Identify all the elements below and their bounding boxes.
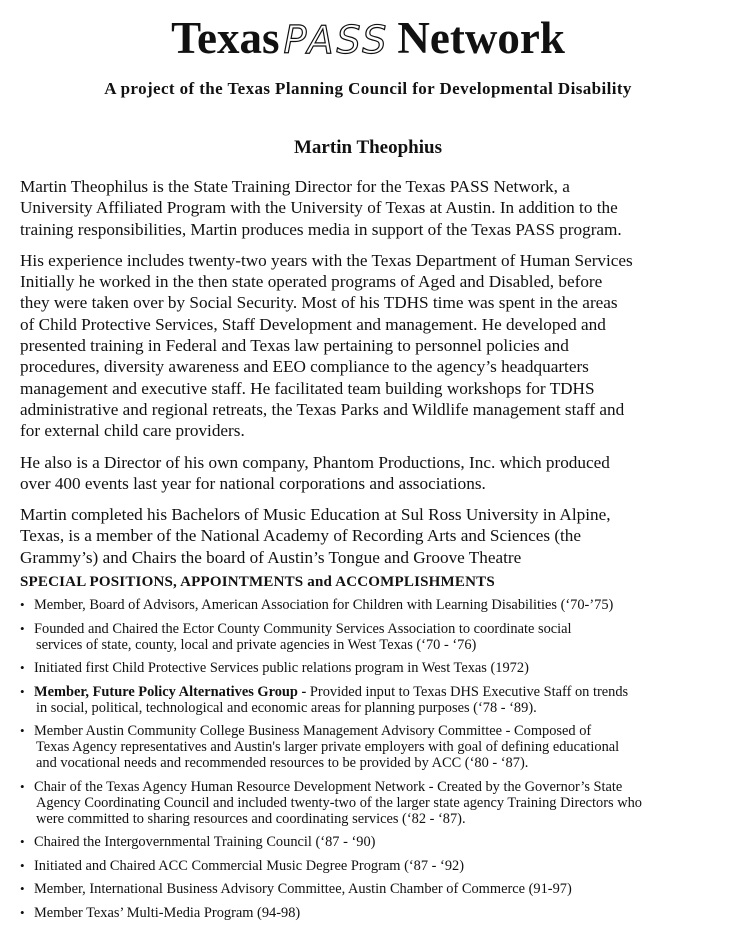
bio-line: He also is a Director of his own company, Phantom Productions, Inc. which produced bbox=[20, 452, 610, 472]
bullet-icon: • bbox=[20, 778, 25, 794]
list-item-line: Initiated and Chaired ACC Commercial Music Degree Program (‘87 - ‘92) bbox=[34, 857, 465, 874]
list-item bbox=[20, 723, 732, 771]
list-item bbox=[20, 858, 732, 874]
list-item-line: Agency Coordinating Council and included twenty-two of the larger state agency Training Directors who bbox=[36, 794, 643, 811]
list-item-line: Chair of the Texas Agency Human Resource Development Network - Created by the Governor’s State bbox=[34, 778, 623, 795]
list-item-line: services of state, county, local and private agencies in West Texas (‘70 - ‘76) bbox=[36, 636, 477, 653]
list-item bbox=[20, 834, 732, 850]
bio-line: they were taken over by Social Security. Most of his TDHS time was spent in the areas bbox=[20, 293, 618, 313]
list-item-line bbox=[34, 684, 732, 700]
bio-line: training responsibilities, Martin produces media in support of the Texas PASS program. bbox=[20, 219, 622, 239]
bullet-icon: • bbox=[20, 881, 25, 896]
list-item bbox=[20, 881, 732, 897]
bullet-icon: • bbox=[20, 597, 25, 612]
bio-line: for external child care providers. bbox=[20, 421, 245, 441]
bio-line: University Affiliated Program with the University of Texas at Austin. In addition to the bbox=[20, 198, 618, 218]
title-texas: Texas bbox=[171, 13, 280, 63]
bullet-icon: • bbox=[20, 723, 25, 738]
list-item-line: Chaired the Intergovernmental Training Council (‘87 - ‘90) bbox=[34, 834, 376, 850]
bio-paragraph bbox=[20, 452, 726, 495]
list-item-line: were committed to sharing resources and coordinating services (‘82 - ‘87). bbox=[36, 810, 466, 827]
accomplishments-heading: SPECIAL POSITIONS, APPOINTMENTS and ACCOMPLISHMENTS bbox=[20, 574, 495, 590]
bio-line: Martin Theophilus is the State Training Director for the Texas PASS Network, a bbox=[20, 177, 570, 196]
list-item-text: Provided input to Texas DHS Executive Staff on trends bbox=[309, 683, 629, 700]
bio-line: procedures, diversity awareness and EEO compliance to the agency’s headquarters bbox=[20, 357, 589, 377]
bio-line: administrative and regional retreats, the Texas Parks and Wildlife management staff and bbox=[20, 399, 625, 419]
list-item-line: Texas Agency representatives and Austin's larger private employers with goal of defining educational bbox=[36, 739, 620, 755]
list-item-line: Member, International Business Advisory Committee, Austin Chamber of Commerce (91-97) bbox=[34, 881, 572, 897]
bio-line: His experience includes twenty-two years with the Texas Department of Human Services bbox=[20, 250, 633, 270]
page-title bbox=[0, 10, 736, 68]
list-item-line: and vocational needs and recommended resources to be provided by ACC (‘80 - ‘87). bbox=[36, 755, 529, 771]
list-item-line: Founded and Chaired the Ector County Community Services Association to coordinate social bbox=[34, 620, 572, 637]
bio-line: Martin completed his Bachelors of Music Education at Sul Ross University in Alpine, bbox=[20, 505, 611, 525]
bullet-icon: • bbox=[20, 620, 25, 636]
bullet-icon: • bbox=[20, 683, 25, 699]
bio-line: Texas, is a member of the National Academy of Recording Arts and Sciences (the bbox=[20, 526, 582, 546]
list-item bbox=[20, 660, 732, 676]
person-name: Martin Theophius bbox=[294, 137, 442, 158]
bio-paragraph bbox=[20, 504, 726, 568]
list-item bbox=[20, 621, 732, 653]
title-network: Network bbox=[397, 13, 565, 63]
list-item-lead: Member, Future Policy Alternatives Group - bbox=[34, 683, 310, 700]
bio-body bbox=[20, 176, 726, 578]
bullet-icon: • bbox=[20, 904, 25, 920]
list-item bbox=[20, 684, 732, 716]
bullet-icon: • bbox=[20, 660, 25, 675]
bio-paragraph bbox=[20, 176, 726, 240]
list-item bbox=[20, 779, 732, 827]
bio-line: Grammy’s) and Chairs the board of Austin’s Tongue and Groove Theatre bbox=[20, 547, 522, 567]
bio-line: Initially he worked in the then state operated programs of Aged and Disabled, before bbox=[20, 272, 603, 292]
accomplishments-list bbox=[20, 597, 732, 928]
bio-line: of Child Protective Services, Staff Development and management. He developed and bbox=[20, 314, 606, 334]
list-item-line: Member Texas’ Multi-Media Program (94-98) bbox=[34, 904, 301, 921]
title-pass-logo: PASS bbox=[283, 18, 390, 62]
bio-line: over 400 events last year for national corporations and associations. bbox=[20, 473, 486, 493]
list-item-line: Member, Board of Advisors, American Association for Children with Learning Disabilities (‘70-’75) bbox=[34, 597, 614, 613]
page-subtitle: A project of the Texas Planning Council for Developmental Disability bbox=[104, 79, 632, 98]
list-item-line: Member Austin Community College Business Management Advisory Committee - Composed of bbox=[34, 723, 592, 739]
list-item-line: Initiated first Child Protective Services public relations program in West Texas (1972) bbox=[34, 660, 529, 676]
bio-paragraph bbox=[20, 250, 726, 442]
list-item bbox=[20, 597, 732, 613]
list-item-line: in social, political, technological and economic areas for planning purposes (‘78 - ‘89). bbox=[36, 699, 537, 716]
list-item bbox=[20, 905, 732, 921]
bullet-icon: • bbox=[20, 834, 25, 849]
bullet-icon: • bbox=[20, 857, 25, 873]
bio-line: management and executive staff. He facilitated team building workshops for TDHS bbox=[20, 378, 595, 398]
bio-line: presented training in Federal and Texas law pertaining to personnel policies and bbox=[20, 336, 569, 356]
